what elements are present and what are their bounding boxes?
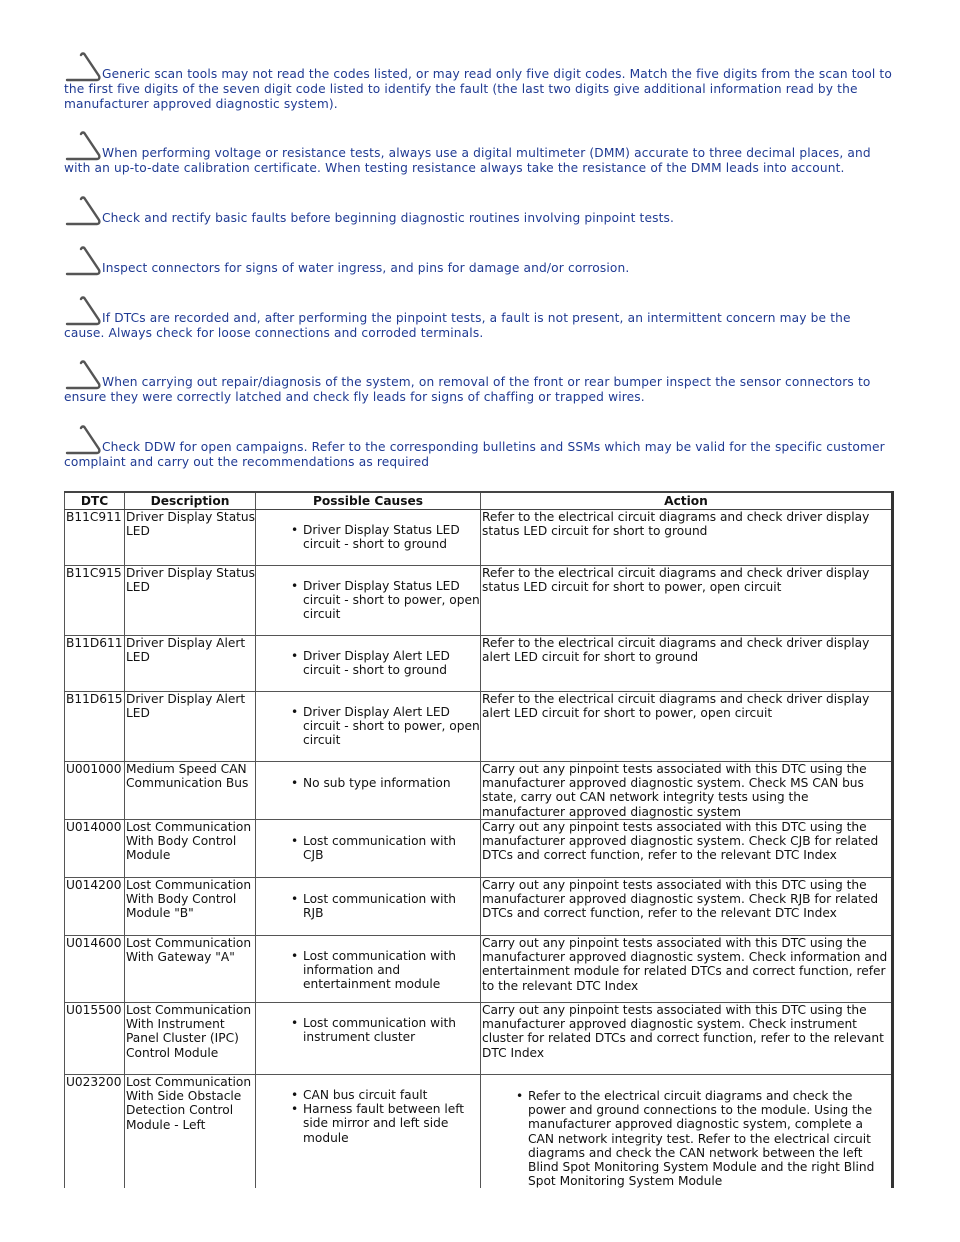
note-text: Check and rectify basic faults before beginning diagnostic routines involving pinpoint tests.: [102, 210, 675, 225]
dtc-action: [481, 1075, 893, 1189]
dtc-action: Carry out any pinpoint tests associated with this DTC using the manufacturer approved diagnostic system. Check instrument cluster for related DTCs and correct function, refer to the relevant DTC Index: [481, 1003, 893, 1075]
warning-note: [64, 131, 894, 176]
dtc-description: Driver Display Status LED: [125, 510, 256, 566]
dtc-code: B11D615: [65, 692, 125, 762]
dtc-causes: [256, 692, 481, 762]
dtc-code: B11C911: [65, 510, 125, 566]
table-row: [65, 636, 893, 692]
dtc-causes: [256, 878, 481, 936]
table-row: [65, 692, 893, 762]
dtc-description: Lost Communication With Instrument Panel Cluster (IPC) Control Module: [125, 1003, 256, 1075]
dtc-description: Lost Communication With Body Control Module: [125, 820, 256, 878]
header-action: Action: [481, 492, 893, 510]
dtc-description: Driver Display Status LED: [125, 566, 256, 636]
warning-icon: [64, 246, 102, 276]
dtc-action: Carry out any pinpoint tests associated with this DTC using the manufacturer approved diagnostic system. Check RJB for related DTCs and correct function, refer to the relevant DTC Index: [481, 878, 893, 936]
dtc-causes: [256, 510, 481, 566]
warning-icon: [64, 296, 102, 326]
dtc-causes: [256, 936, 481, 1003]
header-description: Description: [125, 492, 256, 510]
dtc-causes: [256, 1003, 481, 1075]
action-item: • Refer to the electrical circuit diagrams and check the power and ground connections to the module. Using the manufacturer approved diagnostic system, complete a CAN network integrity test. Refer to the electrical circuit diagrams and check the CAN network between the left Blind Spot Monitoring System Module and the right Blind Spot Monitoring System Module: [528, 1089, 891, 1188]
dtc-action: Refer to the electrical circuit diagrams and check driver display alert LED circuit for short to ground: [481, 636, 893, 692]
warning-icon: [64, 52, 102, 82]
warning-note: [64, 296, 894, 341]
dtc-action: Carry out any pinpoint tests associated with this DTC using the manufacturer approved diagnostic system. Check information and entertainment module for related DTCs and correct function, refer to the relevant DTC Index: [481, 936, 893, 1003]
dtc-action: Refer to the electrical circuit diagrams and check driver display alert LED circuit for short to power, open circuit: [481, 692, 893, 762]
dtc-code: B11C915: [65, 566, 125, 636]
cause-item: • Lost communication with CJB: [303, 834, 480, 862]
table-row: [65, 878, 893, 936]
cause-item: • Driver Display Status LED circuit - short to power, open circuit: [303, 579, 480, 622]
dtc-action: Carry out any pinpoint tests associated with this DTC using the manufacturer approved diagnostic system. Check MS CAN bus state, carry out CAN network integrity tests using the manufacturer approved diagnostic system: [481, 762, 893, 820]
note-text: Inspect connectors for signs of water ingress, and pins for damage and/or corrosion.: [102, 260, 630, 275]
header-dtc: DTC: [65, 492, 125, 510]
dtc-description: Driver Display Alert LED: [125, 636, 256, 692]
cause-item: • Lost communication with instrument cluster: [303, 1016, 480, 1044]
warning-note: [64, 196, 894, 226]
dtc-action: Refer to the electrical circuit diagrams and check driver display status LED circuit for short to power, open circuit: [481, 566, 893, 636]
header-possible-causes: Possible Causes: [256, 492, 481, 510]
cause-item: • Lost communication with information and entertainment module: [303, 949, 480, 992]
note-text: When performing voltage or resistance tests, always use a digital multimeter (DMM) accurate to three decimal places, and with an up-to-date calibration certificate. When testing resistance always take the resistance of the DMM leads into account.: [64, 146, 871, 176]
warning-notes: [64, 52, 894, 470]
note-text: Check DDW for open campaigns. Refer to the corresponding bulletins and SSMs which may be valid for the specific customer complaint and carry out the recommendations as required: [64, 439, 885, 469]
table-row: [65, 1003, 893, 1075]
table-header-row: [65, 492, 893, 510]
warning-icon: [64, 425, 102, 455]
cause-item: • Driver Display Status LED circuit - short to ground: [303, 523, 480, 551]
warning-icon: [64, 196, 102, 226]
dtc-table: [64, 491, 894, 1188]
cause-item: • No sub type information: [303, 776, 480, 790]
dtc-causes: [256, 636, 481, 692]
table-row: [65, 510, 893, 566]
dtc-code: U014600: [65, 936, 125, 1003]
dtc-description: Driver Display Alert LED: [125, 692, 256, 762]
warning-icon: [64, 131, 102, 161]
dtc-code: B11D611: [65, 636, 125, 692]
cause-item: • Lost communication with RJB: [303, 892, 480, 920]
note-text: If DTCs are recorded and, after performing the pinpoint tests, a fault is not present, an intermittent concern may be the cause. Always check for loose connections and corroded terminals.: [64, 310, 851, 340]
table-row: [65, 936, 893, 1003]
cause-item: • Harness fault between left side mirror and left side module: [303, 1102, 480, 1145]
note-text: Generic scan tools may not read the codes listed, or may read only five digit codes. Match the five digits from the scan tool to the first five digits of the seven digit code listed to identify the fault (the last two digits give additional information read by the manufacturer approved diagnostic system).: [64, 67, 892, 111]
dtc-action: Refer to the electrical circuit diagrams and check driver display status LED circuit for short to ground: [481, 510, 893, 566]
dtc-causes: [256, 566, 481, 636]
dtc-code: U015500: [65, 1003, 125, 1075]
cause-item: • CAN bus circuit fault: [303, 1088, 480, 1102]
table-row: [65, 820, 893, 878]
cause-item: • Driver Display Alert LED circuit - short to ground: [303, 649, 480, 677]
warning-note: [64, 246, 894, 276]
dtc-action: Carry out any pinpoint tests associated with this DTC using the manufacturer approved diagnostic system. Check CJB for related DTCs and correct function, refer to the relevant DTC Index: [481, 820, 893, 878]
dtc-code: U023200: [65, 1075, 125, 1189]
warning-note: [64, 52, 894, 111]
warning-icon: [64, 360, 102, 390]
dtc-description: Lost Communication With Side Obstacle Detection Control Module - Left: [125, 1075, 256, 1189]
dtc-description: Lost Communication With Body Control Module "B": [125, 878, 256, 936]
note-text: When carrying out repair/diagnosis of the system, on removal of the front or rear bumper inspect the sensor connectors to ensure they were correctly latched and check fly leads for signs of chaffing or trapped wires.: [64, 375, 871, 405]
dtc-description: Medium Speed CAN Communication Bus: [125, 762, 256, 820]
table-row: [65, 762, 893, 820]
dtc-causes: [256, 1075, 481, 1189]
dtc-causes: [256, 820, 481, 878]
cause-item: • Driver Display Alert LED circuit - short to power, open circuit: [303, 705, 480, 748]
dtc-code: U014200: [65, 878, 125, 936]
dtc-description: Lost Communication With Gateway "A": [125, 936, 256, 1003]
dtc-code: U001000: [65, 762, 125, 820]
dtc-causes: [256, 762, 481, 820]
table-row: [65, 1075, 893, 1189]
dtc-code: U014000: [65, 820, 125, 878]
warning-note: [64, 425, 894, 470]
warning-note: [64, 360, 894, 405]
table-row: [65, 566, 893, 636]
